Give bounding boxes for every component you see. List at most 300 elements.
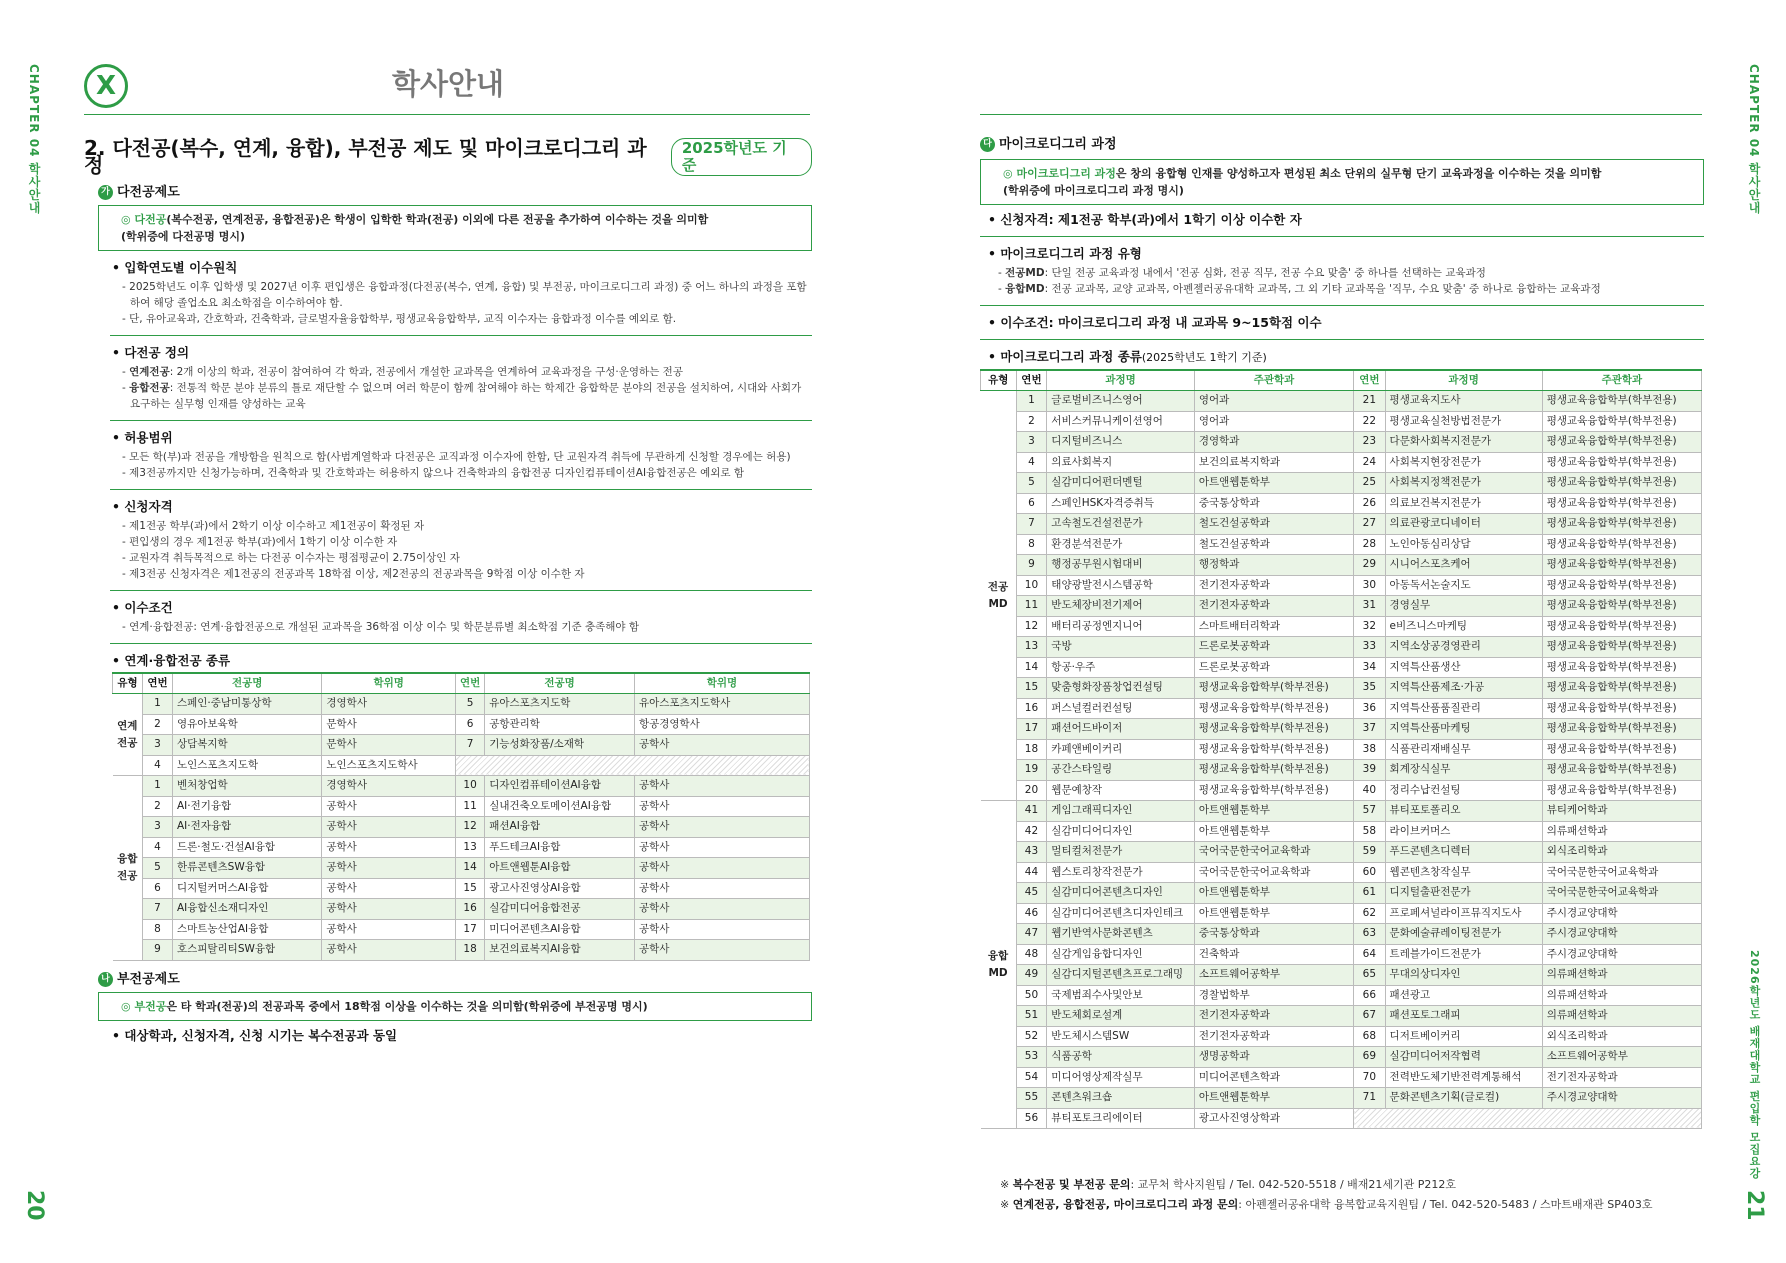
table-header: 주관학과	[1542, 370, 1701, 391]
table-cell: 의류패션학과	[1542, 985, 1701, 1006]
table-cell: 60	[1354, 862, 1385, 883]
table-cell: 국방	[1047, 637, 1195, 658]
table-cell: 68	[1354, 1026, 1385, 1047]
right-column: 다 마이크로디그리 과정 ◎ 마이크로디그리 과정은 창의 융합형 인재를 양성하고자 편성된 최소 단위의 실무형 단기 교육과정을 이수하는 것을 의미함 (학위증에 마이크로디그리 과정 명시) • 신청자격: 제1전공 학부(과)에서 1학기 이상 이수한 자 • 마이크로디그리 과정 유형 - 전공MD: 단일 전공 교육과정 내에서 '전공 심화, 전공 직무, 전공 수요 맞춤' 중 하나를 선택하는 교육과정 - 융합MD: 전공 교과목, 교양 교과목, 아펜젤러공유대학 교과목, 그 외 기타 교과목을 '직무, 수요 맞춤' 중 하나로 융합하는 교육과정 • 이수조건: 마이크로디그리 과정 내 교과목 9~15학점 이수 • 마이크로디그리 과정 종류(2025학년도 1학기 기준) 유형 연번 과정명 주관학과 연번 과정명 주관학과 전공 MD 1 글로벌비즈니스영어 영어과 21 평생교육지도사 평생교육융합학부(학부전용) 2 서비스커뮤니케이션영어 영어과 22 평생교육실천방법전문가 평생교육융합학부(학부전용) 3 디지털비즈니스 경영학과 23 다문화사회복지전문가 평생교육융합학부(학부전용) 4 의료사회복지 보건의료복지학과 24 사회복지현장전문가 평생교육융합학부(학부전용) 5 실감미디어펀더멘털 아트앤웹툰학부 25 사회복지정책전문가 평생교육융합학부(학부전용) 6 스페인HSK자격증취득 중국통상학과 26 의료보건복지전문가 평생교육융합학부(학부전용) 7 고속철도건설전문가 철도건설공학과 27 의료관광코디네이터 평생교육융합학부(학부전용) 8 환경분석전문가 철도건설공학과 28 노인아동심리상담 평생교육융합학부(학부전용) 9 행정공무원시험대비 행정학과 29 시니어스포츠케어 평생교육융합학부(학부전용) 10 태양광발전시스템공학 전기전자공학과 30 아동독서논술지도 평생교육융합학부(학부전용) 11 반도체장비전기제어 전기전자공학과 31 경영실무 평생교육융합학부(학부전용) 12 배터리공정엔지니어 스마트배터리학과 32 e비즈니스마케팅 평생교육융합학부(학부전용) 13 국방 드론로봇공학과 33 지역소상공경영관리 평생교육융합학부(학부전용) 14 항공·우주 드론로봇공학과 34 지역특산품생산 평생교육융합학부(학부전용) 15 맞춤형화장품창업컨설팅 평생교육융합학부(학부전용) 35 지역특산품제조·가공 평생교육융합학부(학부전용) 16 퍼스널컬러컨설팅 평생교육융합학부(학부전용) 36 지역특산품품질관리 평생교육융합학부(학부전용) 17 패션어드바이저 평생교육융합학부(학부전용) 37 지역특산품마케팅 평생교육융합학부(학부전용) 18 카페앤베이커리 평생교육융합학부(학부전용) 38 식품관리재배실무 평생교육융합학부(학부전용) 19 공간스타일링 평생교육융합학부(학부전용) 39 회계장식실무 평생교육융합학부(학부전용) 20 웹문예창작 평생교육융합학부(학부전용) 40 정리수납컨설팅 평생교육융합학부(학부전용) 융합 MD 41 게임그래픽디자인 아트앤웹툰학부 57 뷰티포토폴리오 뷰티케어학과 42 실감미디어디자인 아트앤웹툰학부 58 라이브커머스 의류패션학과 43 멀티컬처전문가 국어국문한국어교육학과 59 푸드콘텐츠디렉터 외식조리학과 44 웹스토리창작전문가 국어국문한국어교육학과 60 웹콘텐츠창작실무 국어국문한국어교육학과 45 실감미디어콘텐츠디자인 아트앤웹툰학부 61 디지털출판전문가 국어국문한국어교육학과 46 실감미디어콘텐츠디자인테크 아트앤웹툰학부 62 프로페셔널라이프뮤직지도사 주시경교양대학 47 웹기반역사문화콘텐츠 중국통상학과 63 문화예술큐레이팅전문가 주시경교양대학 48 실감게임융합디자인 건축학과 64 트레블가이드전문가 주시경교양대학 49 실감디지털콘텐츠프로그래밍 소프트웨어공학부 65 무대의상디자인 의류패션학과 50 국제범죄수사및안보 경찰법학부 66 패션광고 의류패션학과 51 반도체회로설계 전기전자공학과 67 패션포토그래피 의류패션학과 52 반도체시스템SW 전기전자공학과 68 디저트베이커리 외식조리학과 53 식품공학 생명공학과 69 실감미디어저작협력 소프트웨어공학부 54 미디어영상제작실무 미디어콘텐츠학과 70 전력반도체기반전력계통해석 전기전자공학과 55 콘텐츠워크숍 아트앤웹툰학부 71 문화콘텐츠기획(글로컬) 주시경교양대학 56 뷰티포토크리에이터 광고사진영상학과	[980, 136, 1704, 1129]
table-header: 연번	[1354, 370, 1385, 391]
table-row	[113, 899, 810, 920]
table-row	[981, 657, 1702, 678]
table-header: 전공명	[172, 673, 321, 694]
table-row	[981, 391, 1702, 412]
table-cell: 평생교육융합학부(학부전용)	[1542, 657, 1701, 678]
table-cell: 태양광발전시스템공학	[1047, 575, 1195, 596]
table-cell: 반도체회로설계	[1047, 1006, 1195, 1027]
table-row	[981, 678, 1702, 699]
table-cell: 주시경교양대학	[1542, 944, 1701, 965]
table-cell: 생명공학과	[1194, 1047, 1353, 1068]
table-cell: 아트앤웹툰AI융합	[485, 858, 635, 879]
table-cell: 배터리공정엔지니어	[1047, 616, 1195, 637]
table-row	[113, 940, 810, 961]
table-cell: 영어과	[1194, 391, 1353, 412]
table-cell: 환경분석전문가	[1047, 534, 1195, 555]
table-cell: 58	[1354, 821, 1385, 842]
table-row	[981, 985, 1702, 1006]
table-cell: 평생교육융합학부(학부전용)	[1542, 698, 1701, 719]
table-cell: 17	[455, 919, 484, 940]
table-row	[981, 637, 1702, 658]
table-cell: 13	[455, 837, 484, 858]
table-cell: 웹콘텐츠창작실무	[1385, 862, 1542, 883]
table-cell: 61	[1354, 883, 1385, 904]
table-cell: 69	[1354, 1047, 1385, 1068]
table-cell: 8	[142, 919, 172, 940]
table-cell: 문화예술큐레이팅전문가	[1385, 924, 1542, 945]
table-row	[981, 719, 1702, 740]
table-cell: 영유아보육학	[172, 714, 321, 735]
table-cell: 전기전자공학과	[1194, 1006, 1353, 1027]
table-cell: 평생교육융합학부(학부전용)	[1542, 473, 1701, 494]
table-cell: 고속철도건설전문가	[1047, 514, 1195, 535]
table-cell: 의류패션학과	[1542, 965, 1701, 986]
table-cell: AI융합신소재디자인	[172, 899, 321, 920]
table-row	[981, 1026, 1702, 1047]
table-cell: 52	[1016, 1026, 1047, 1047]
table-cell: 31	[1354, 596, 1385, 617]
table-cell: 스마트농산업AI융합	[172, 919, 321, 940]
table-cell: 공학사	[322, 878, 456, 899]
table-cell: 공학사	[634, 817, 809, 838]
table-row	[981, 1088, 1702, 1109]
table-cell: 문학사	[322, 735, 456, 756]
table-cell: 63	[1354, 924, 1385, 945]
table-cell: 39	[1354, 760, 1385, 781]
table-cell: 실내건축오토메이션AI융합	[485, 796, 635, 817]
table-row	[113, 755, 810, 776]
header-rule-left	[84, 114, 810, 115]
table-cell: 14	[455, 858, 484, 879]
table-row	[981, 842, 1702, 863]
table-cell: 카페앤베이커리	[1047, 739, 1195, 760]
table-cell: 평생교육융합학부(학부전용)	[1194, 678, 1353, 699]
type-cell: 융합 전공	[113, 776, 143, 961]
table-row	[981, 1067, 1702, 1088]
table-cell: 공학사	[322, 899, 456, 920]
table-cell: 공학사	[322, 919, 456, 940]
table-cell: 영어과	[1194, 411, 1353, 432]
table-cell: 미디어영상제작실무	[1047, 1067, 1195, 1088]
table-cell: 평생교육융합학부(학부전용)	[1542, 719, 1701, 740]
table-row	[981, 616, 1702, 637]
section-title: 2. 다전공(복수, 연계, 융합), 부전공 제도 및 마이크로디그리 과정 2025학년도 기준	[84, 138, 812, 176]
table-cell: 6	[1016, 493, 1047, 514]
table-cell: 12	[455, 817, 484, 838]
table-header: 학위명	[322, 673, 456, 694]
table-cell: 드론·철도·건설AI융합	[172, 837, 321, 858]
page-number-right: 21	[1742, 1190, 1767, 1221]
table-cell: 53	[1016, 1047, 1047, 1068]
table-row	[113, 817, 810, 838]
table-cell: 50	[1016, 985, 1047, 1006]
table-cell: 노인스포츠지도학사	[322, 755, 456, 776]
table-row	[113, 878, 810, 899]
table-cell: 정리수납컨설팅	[1385, 780, 1542, 801]
table-row	[981, 760, 1702, 781]
table-row	[113, 694, 810, 715]
table-cell: 공항관리학	[485, 714, 635, 735]
table-cell: 트레블가이드전문가	[1385, 944, 1542, 965]
table-cell: 34	[1354, 657, 1385, 678]
table-cell: 뷰티포토폴리오	[1385, 801, 1542, 822]
micro-definition-box: ◎ 마이크로디그리 과정은 창의 융합형 인재를 양성하고자 편성된 최소 단위의 실무형 단기 교육과정을 이수하는 것을 의미함 (학위증에 마이크로디그리 과정 명시)	[980, 159, 1704, 205]
table-cell: 16	[1016, 698, 1047, 719]
table-cell: 반도체시스템SW	[1047, 1026, 1195, 1047]
table-cell: 40	[1354, 780, 1385, 801]
table-cell: 항공·우주	[1047, 657, 1195, 678]
table-cell: 18	[455, 940, 484, 961]
table-cell: 국어국문한국어교육학과	[1194, 862, 1353, 883]
micro-heading: 다 마이크로디그리 과정	[980, 136, 1704, 153]
table-cell: 공학사	[322, 940, 456, 961]
table-cell: 30	[1354, 575, 1385, 596]
table-row	[981, 1047, 1702, 1068]
table-cell: 디자인컴퓨테이션AI융합	[485, 776, 635, 797]
table-cell: 1	[1016, 391, 1047, 412]
table-cell: 평생교육융합학부(학부전용)	[1194, 719, 1353, 740]
table-cell: 디저트베이커리	[1385, 1026, 1542, 1047]
table-cell: 국어국문한국어교육학과	[1194, 842, 1353, 863]
table-cell: 1	[142, 776, 172, 797]
table-cell: 실감미디어펀더멘털	[1047, 473, 1195, 494]
table-cell: 외식조리학과	[1542, 1026, 1701, 1047]
table-cell: 19	[1016, 760, 1047, 781]
table-row	[981, 883, 1702, 904]
table-cell: 8	[1016, 534, 1047, 555]
table-cell: 23	[1354, 432, 1385, 453]
table-cell: 중국통상학과	[1194, 924, 1353, 945]
table-cell: 7	[142, 899, 172, 920]
table-cell: 57	[1354, 801, 1385, 822]
microdegree-table	[980, 369, 1702, 1129]
table-cell: 노인아동심리상담	[1385, 534, 1542, 555]
table-cell: 보건의료복지학과	[1194, 452, 1353, 473]
table-cell: 반도체장비전기제어	[1047, 596, 1195, 617]
table-cell: 벤처창업학	[172, 776, 321, 797]
table-cell: 12	[1016, 616, 1047, 637]
table-cell: 노인스포츠지도학	[172, 755, 321, 776]
table-cell: 글로벌비즈니스영어	[1047, 391, 1195, 412]
table-cell: 패션AI융합	[485, 817, 635, 838]
table-row	[113, 919, 810, 940]
table-cell: 지역특산품품질관리	[1385, 698, 1542, 719]
table-cell: 평생교육융합학부(학부전용)	[1542, 780, 1701, 801]
minor-definition-box: ◎ 부전공은 타 학과(전공)의 전공과목 중에서 18학점 이상을 이수하는 것을 의미함(학위증에 부전공명 명시)	[98, 992, 812, 1021]
table-cell: 평생교육융합학부(학부전용)	[1542, 514, 1701, 535]
table-row	[981, 903, 1702, 924]
table-cell: 48	[1016, 944, 1047, 965]
table-row	[113, 796, 810, 817]
table-cell: 아트앤웹툰학부	[1194, 821, 1353, 842]
table-cell: 스페인·중남미통상학	[172, 694, 321, 715]
table-cell: 디지털출판전문가	[1385, 883, 1542, 904]
table-cell: 문화콘텐츠기획(글로컬)	[1385, 1088, 1542, 1109]
table-row	[981, 452, 1702, 473]
table-cell: 공학사	[634, 796, 809, 817]
table-cell: 의류패션학과	[1542, 821, 1701, 842]
table-cell: 국제범죄수사및안보	[1047, 985, 1195, 1006]
table-cell: 35	[1354, 678, 1385, 699]
type-cell: 융합 MD	[981, 801, 1017, 1129]
table-row	[981, 801, 1702, 822]
table-cell: 의료사회복지	[1047, 452, 1195, 473]
table-cell: 문학사	[322, 714, 456, 735]
table-cell: 22	[1354, 411, 1385, 432]
table-cell: 7	[455, 735, 484, 756]
table-cell: 공학사	[322, 837, 456, 858]
table-cell: 20	[1016, 780, 1047, 801]
table-cell: 2	[142, 796, 172, 817]
table-header: 학위명	[634, 673, 809, 694]
page-header-title: 학사안내	[392, 67, 505, 101]
table-cell: 주시경교양대학	[1542, 903, 1701, 924]
empty-cell	[1354, 1108, 1702, 1129]
circle-label-icon: 다	[980, 137, 995, 152]
table-cell: 2	[142, 714, 172, 735]
table-cell: 무대의상디자인	[1385, 965, 1542, 986]
table-cell: 6	[142, 878, 172, 899]
table-cell: 평생교육융합학부(학부전용)	[1542, 391, 1701, 412]
table-cell: 경영학과	[1194, 432, 1353, 453]
table-cell: 드론로봇공학과	[1194, 637, 1353, 658]
chapter-side-label-left: CHAPTER 04 학사안내	[27, 64, 41, 215]
table-cell: AI·전자융합	[172, 817, 321, 838]
table-cell: 지역특산품제조·가공	[1385, 678, 1542, 699]
table-cell: 평생교육융합학부(학부전용)	[1194, 760, 1353, 781]
table-cell: 경영학사	[322, 776, 456, 797]
table-cell: 3	[142, 735, 172, 756]
table-cell: 다문화사회복지전문가	[1385, 432, 1542, 453]
table-cell: 25	[1354, 473, 1385, 494]
table-header: 유형	[981, 370, 1017, 391]
table-cell: 웹스토리창작전문가	[1047, 862, 1195, 883]
table-cell: 주시경교양대학	[1542, 924, 1701, 945]
table-cell: 평생교육융합학부(학부전용)	[1542, 596, 1701, 617]
table-cell: 미디어콘텐츠학과	[1194, 1067, 1353, 1088]
table-cell: 국어국문한국어교육학과	[1542, 862, 1701, 883]
table-cell: 10	[455, 776, 484, 797]
multi-heading: 가 다전공제도	[98, 184, 812, 201]
page-number-left: 20	[22, 1190, 47, 1221]
table-cell: 실감미디어디자인	[1047, 821, 1195, 842]
table-header: 연번	[455, 673, 484, 694]
table-row	[981, 473, 1702, 494]
table-cell: 디지털비즈니스	[1047, 432, 1195, 453]
table-cell: 아트앤웹툰학부	[1194, 883, 1353, 904]
table-cell: 유아스포츠지도학	[485, 694, 635, 715]
table-cell: 실감미디어콘텐츠디자인	[1047, 883, 1195, 904]
table-header: 유형	[113, 673, 143, 694]
table-cell: 멀티컬처전문가	[1047, 842, 1195, 863]
table-cell: 29	[1354, 555, 1385, 576]
table-cell: 실감미디어저작협력	[1385, 1047, 1542, 1068]
table-cell: 28	[1354, 534, 1385, 555]
table-cell: 평생교육융합학부(학부전용)	[1194, 739, 1353, 760]
table-cell: 소프트웨어공학부	[1542, 1047, 1701, 1068]
table-cell: 시니어스포츠케어	[1385, 555, 1542, 576]
table-cell: 5	[455, 694, 484, 715]
table-cell: 경영학사	[322, 694, 456, 715]
table-cell: 49	[1016, 965, 1047, 986]
table-cell: 스마트배터리학과	[1194, 616, 1353, 637]
table-row	[113, 714, 810, 735]
table-cell: 59	[1354, 842, 1385, 863]
footer-note-2: ※ 연계전공, 융합전공, 마이크로디그리 과정 문의: 아펜젤러공유대학 융복합교육지원팀 / Tel. 042-520-5483 / 스마트배재관 SP403호	[1000, 1198, 1653, 1211]
table-cell: 9	[1016, 555, 1047, 576]
table-cell: 51	[1016, 1006, 1047, 1027]
table-cell: 게임그래픽디자인	[1047, 801, 1195, 822]
table-cell: 아트앤웹툰학부	[1194, 1088, 1353, 1109]
table-cell: 24	[1354, 452, 1385, 473]
table-cell: 1	[142, 694, 172, 715]
table-cell: 아동독서논술지도	[1385, 575, 1542, 596]
table-row	[113, 837, 810, 858]
table-cell: 패션광고	[1385, 985, 1542, 1006]
table-cell: 서비스커뮤니케이션영어	[1047, 411, 1195, 432]
table-cell: 36	[1354, 698, 1385, 719]
table-cell: 11	[455, 796, 484, 817]
table-cell: 71	[1354, 1088, 1385, 1109]
table-cell: 11	[1016, 596, 1047, 617]
table-cell: 식품공학	[1047, 1047, 1195, 1068]
table-cell: 의류패션학과	[1542, 1006, 1701, 1027]
table-cell: 기능성화장품/소재학	[485, 735, 635, 756]
table-cell: 라이브커머스	[1385, 821, 1542, 842]
table-row	[981, 1006, 1702, 1027]
table-cell: 65	[1354, 965, 1385, 986]
table-cell: 10	[1016, 575, 1047, 596]
table-cell: 철도건설공학과	[1194, 534, 1353, 555]
table-cell: 6	[455, 714, 484, 735]
table-cell: 경영실무	[1385, 596, 1542, 617]
table-cell: 64	[1354, 944, 1385, 965]
multi-definition-box: ◎ 다전공(복수전공, 연계전공, 융합전공)은 학생이 입학한 학과(전공) 이외에 다른 전공을 추가하여 이수하는 것을 의미함 (학위증에 다전공명 명시)	[98, 205, 812, 251]
table-row	[981, 493, 1702, 514]
type-cell: 전공 MD	[981, 391, 1017, 801]
table-cell: 4	[142, 755, 172, 776]
table-cell: 공학사	[634, 837, 809, 858]
table-cell: 평생교육융합학부(학부전용)	[1542, 555, 1701, 576]
major-table	[112, 672, 810, 961]
table-row	[981, 739, 1702, 760]
table-cell: 스페인HSK자격증취득	[1047, 493, 1195, 514]
table-cell: 38	[1354, 739, 1385, 760]
table-cell: 맞춤형화장품창업컨설팅	[1047, 678, 1195, 699]
table-cell: 평생교육융합학부(학부전용)	[1542, 637, 1701, 658]
table-cell: 평생교육융합학부(학부전용)	[1194, 698, 1353, 719]
table-cell: 웹기반역사문화콘텐츠	[1047, 924, 1195, 945]
table-row	[981, 1108, 1702, 1129]
table-header: 과정명	[1047, 370, 1195, 391]
table-header: 주관학과	[1194, 370, 1353, 391]
table-cell: 공학사	[634, 919, 809, 940]
table-cell: 14	[1016, 657, 1047, 678]
table-cell: 사회복지현장전문가	[1385, 452, 1542, 473]
footer-note-1: ※ 복수전공 및 부전공 문의: 교무처 학사지원팀 / Tel. 042-520-5518 / 배재21세기관 P212호	[1000, 1178, 1457, 1191]
table-row	[981, 821, 1702, 842]
table-cell: 중국통상학과	[1194, 493, 1353, 514]
table-cell: 9	[142, 940, 172, 961]
table-cell: 외식조리학과	[1542, 842, 1701, 863]
table-cell: 41	[1016, 801, 1047, 822]
table-cell: 18	[1016, 739, 1047, 760]
year-pill: 2025학년도 기준	[671, 138, 812, 176]
table-cell: 전력반도체기반전력계통해석	[1385, 1067, 1542, 1088]
table-cell: 평생교육융합학부(학부전용)	[1542, 493, 1701, 514]
circle-label-icon: 가	[98, 185, 113, 200]
minor-heading: 나 부전공제도	[98, 971, 812, 988]
table-cell: 4	[142, 837, 172, 858]
table-cell: 15	[455, 878, 484, 899]
table-cell: 3	[142, 817, 172, 838]
table-cell: 전기전자공학과	[1194, 575, 1353, 596]
table-header: 과정명	[1385, 370, 1542, 391]
table-cell: 2	[1016, 411, 1047, 432]
table-cell: 평생교육융합학부(학부전용)	[1542, 432, 1701, 453]
table-cell: 콘텐츠워크숍	[1047, 1088, 1195, 1109]
table-cell: 디지털커머스AI융합	[172, 878, 321, 899]
table-cell: 푸드테크AI융합	[485, 837, 635, 858]
table-cell: 실감디지털콘텐츠프로그래밍	[1047, 965, 1195, 986]
table-cell: 전기전자공학과	[1194, 1026, 1353, 1047]
table-cell: 전기전자공학과	[1194, 596, 1353, 617]
table-row	[981, 534, 1702, 555]
table-cell: 유아스포츠지도학사	[634, 694, 809, 715]
table-cell: 프로페셔널라이프뮤직지도사	[1385, 903, 1542, 924]
table-cell: 21	[1354, 391, 1385, 412]
table-cell: 건축학과	[1194, 944, 1353, 965]
table-cell: 공학사	[322, 817, 456, 838]
table-cell: 67	[1354, 1006, 1385, 1027]
table-cell: 패션포토그래피	[1385, 1006, 1542, 1027]
table-row	[981, 411, 1702, 432]
table-cell: 평생교육융합학부(학부전용)	[1542, 739, 1701, 760]
header-rule-right	[980, 114, 1702, 115]
table-cell: 미디어콘텐츠AI융합	[485, 919, 635, 940]
table-cell: 평생교육융합학부(학부전용)	[1542, 678, 1701, 699]
table-cell: 66	[1354, 985, 1385, 1006]
table-cell: 47	[1016, 924, 1047, 945]
table-cell: 소프트웨어공학부	[1194, 965, 1353, 986]
table-cell: 행정공무원시험대비	[1047, 555, 1195, 576]
table-cell: 3	[1016, 432, 1047, 453]
table-cell: 평생교육융합학부(학부전용)	[1542, 411, 1701, 432]
table-header: 전공명	[485, 673, 635, 694]
table-cell: 공학사	[634, 940, 809, 961]
table-cell: 공학사	[322, 858, 456, 879]
left-column: 2. 다전공(복수, 연계, 융합), 부전공 제도 및 마이크로디그리 과정 2025학년도 기준 가 다전공제도 ◎ 다전공(복수전공, 연계전공, 융합전공)은 학생이 입학한 학과(전공) 이외에 다른 전공을 추가하여 이수하는 것을 의미함 (학위증에 다전공명 명시) • 입학연도별 이수원칙 - 2025학년도 이후 입학생 및 2027년 이후 편입생은 융합과정(다전공(복수, 연계, 융합) 및 부전공, 마이크로디그리 과정) 중 어느 하나의 과정을 포함하여 해당 졸업소요 최소학점을 이수하여야 함. - 단, 유아교육과, 간호학과, 건축학과, 글로벌자율융합학부, 평생교육융합학부, 교직 이수자는 융합과정 이수를 예외로 함. • 다전공 정의 - 연계전공: 2개 이상의 학과, 전공이 참여하여 각 학과, 전공에서 개설한 교과목을 연계하여 교육과정을 구성·운영하는 전공 - 융합전공: 전통적 학문 분야 분류의 틀로 재단할 수 없으며 여러 학문이 함께 참여해야 하는 학제간 융합학문 분야의 전공을 설치하여, 시대와 사회가 요구하는 실무형 인재를 양성하는 교육 • 허용범위 - 모든 학(부)과 전공을 개방함을 원칙으로 함(사범계열학과 다전공은 교직과정 이수자에 한함, 단 교원자격 취득에 무관하게 신청할 경우에는 허용) - 제3전공까지만 신청가능하며, 건축학과 및 간호학과는 허용하지 않으나 건축학과의 융합전공 디자인컴퓨테이션AI융합전공은 예외로 함 • 신청자격 - 제1전공 학부(과)에서 2학기 이상 이수하고 제1전공이 확정된 자 - 편입생의 경우 제1전공 학부(과)에서 1학기 이상 이수한 자 - 교원자격 취득목적으로 하는 다전공 이수자는 평점평균이 2.75이상인 자 - 제3전공 신청자격은 제1전공의 전공과목 18학점 이상, 제2전공의 전공과목을 9학점 이상 이수한 자 • 이수조건 - 연계·융합전공: 연계·융합전공으로 개설된 교과목을 36학점 이상 이수 및 학문분류별 최소학점 기준 충족해야 함 • 연계·융합전공 종류 유형 연번 전공명 학위명 연번 전공명 학위명 연계 전공 1 스페인·중남미통상학 경영학사 5 유아스포츠지도학 유아스포츠지도학사 2 영유아보육학 문학사 6 공항관리학 항공경영학사 3 상담복지학 문학사 7 기능성화장품/소재학 공학사 4 노인스포츠지도학 노인스포츠지도학사 융합 전공 1 벤처창업학 경영학사 10 디자인컴퓨테이션AI융합 공학사 2 AI·전기융합 공학사 11 실내건축오토메이션AI융합 공학사 3 AI·전자융합 공학사 12 패션AI융합 공학사 4 드론·철도·건설AI융합 공학사 13 푸드테크AI융합 공학사 5 한류콘텐츠SW융합 공학사 14 아트앤웹툰AI융합 공학사 6 디지털커머스AI융합 공학사 15 광고사진영상AI융합 공학사 7 AI융합신소재디자인 공학사 16 실감미디어융합전공 공학사 8 스마트농산업AI융합 공학사 17 미디어콘텐츠AI융합 공학사 9 호스피탈리티SW융합 공학사 18 보건의료복지AI융합 공학사 나 부전공제도 ◎ 부전공은 타 학과(전공)의 전공과목 중에서 18학점 이상을 이수하는 것을 의미함(학위증에 부전공명 명시) • 대상학과, 신청자격, 신청 시기는 복수전공과 동일	[84, 138, 812, 1047]
table-cell: 광고사진영상AI융합	[485, 878, 635, 899]
table-cell: 철도건설공학과	[1194, 514, 1353, 535]
table-cell: 행정학과	[1194, 555, 1353, 576]
table-cell: 지역특산품마케팅	[1385, 719, 1542, 740]
table-cell: 한류콘텐츠SW융합	[172, 858, 321, 879]
table-cell: 공학사	[322, 796, 456, 817]
table-cell: 아트앤웹툰학부	[1194, 473, 1353, 494]
table-cell: 의료관광코디네이터	[1385, 514, 1542, 535]
table-cell: 37	[1354, 719, 1385, 740]
table-cell: 실감미디어융합전공	[485, 899, 635, 920]
table-cell: 호스피탈리티SW융합	[172, 940, 321, 961]
table-cell: 평생교육융합학부(학부전용)	[1542, 575, 1701, 596]
bullet-heading: • 입학연도별 이수원칙	[112, 259, 812, 276]
